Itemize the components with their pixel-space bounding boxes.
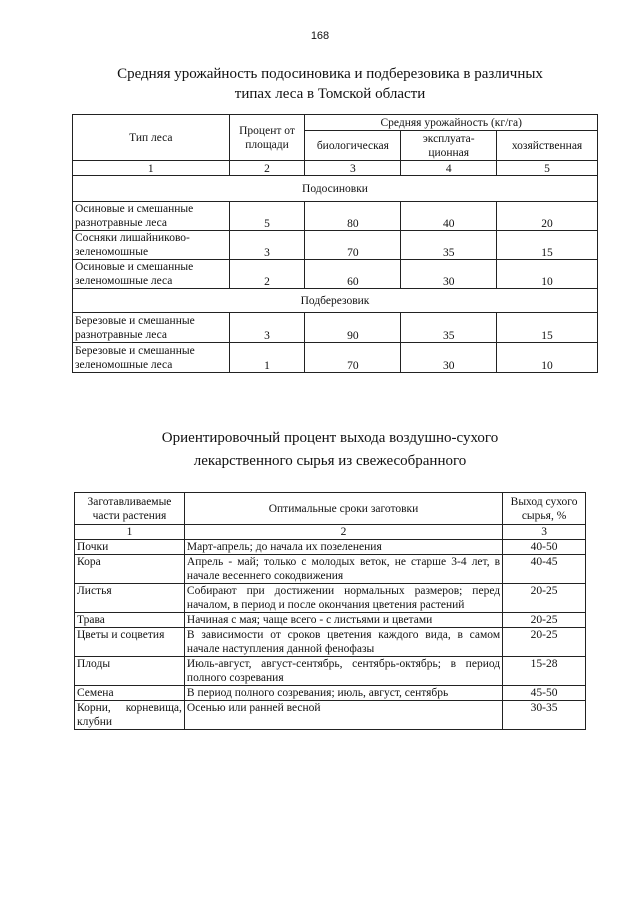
part-cell: Семена (75, 686, 185, 701)
table-row (75, 686, 586, 701)
term-cell: В период полного созревания; июль, август, сентябрь (184, 686, 502, 701)
forest-type-cell: Осиновые и смешанные разнотравные леса (73, 202, 230, 231)
header-area-percent: Процент от площади (229, 115, 305, 161)
eco-cell: 15 (497, 313, 598, 343)
table-row (73, 313, 598, 343)
header-terms: Оптимальные сроки заготовки (184, 493, 502, 525)
table-row (75, 613, 586, 628)
table2-title-line1: Ориентировочный процент выхода воздушно-сухого (161, 430, 499, 446)
table1-title-line1: Средняя урожайность подосиновика и подберезовика в различных (117, 66, 543, 82)
percent-cell: 3 (229, 231, 305, 260)
exp-cell: 35 (401, 313, 497, 343)
output-cell: 40-50 (503, 540, 586, 555)
raw-material-table (74, 492, 586, 730)
percent-cell: 3 (229, 313, 305, 343)
eco-cell: 10 (497, 343, 598, 373)
col-number: 5 (497, 161, 598, 176)
table-row (75, 657, 586, 686)
bio-cell: 60 (305, 260, 401, 289)
output-cell: 40-45 (503, 555, 586, 584)
output-cell: 45-50 (503, 686, 586, 701)
output-cell: 20-25 (503, 613, 586, 628)
eco-cell: 15 (497, 231, 598, 260)
term-cell: Март-апрель; до начала их позеленения (184, 540, 502, 555)
page-number: 168 (310, 30, 330, 42)
term-cell: Июль-август, август-сентябрь, сентябрь-октябрь; в период полного созревания (184, 657, 502, 686)
header-forest-type: Тип леса (73, 115, 230, 161)
part-cell: Кора (75, 555, 185, 584)
term-cell: В зависимости от сроков цветения каждого вида, в самом начале наступления данной фенофазы (184, 628, 502, 657)
part-cell: Цветы и соцветия (75, 628, 185, 657)
yield-table (72, 114, 598, 373)
col-number: 4 (401, 161, 497, 176)
table1-title (60, 64, 600, 104)
table-row (73, 343, 598, 373)
exp-cell: 40 (401, 202, 497, 231)
eco-cell: 20 (497, 202, 598, 231)
header-avg-yield: Средняя урожайность (кг/га) (305, 115, 598, 131)
col-number: 2 (229, 161, 305, 176)
table-row (75, 555, 586, 584)
term-cell: Начиная с мая; чаще всего - с листьями и цветами (184, 613, 502, 628)
table-row (73, 202, 598, 231)
output-cell: 15-28 (503, 657, 586, 686)
bio-cell: 90 (305, 313, 401, 343)
table-row (75, 540, 586, 555)
percent-cell: 5 (229, 202, 305, 231)
header-exploitational: эксплуата-ционная (401, 131, 497, 161)
forest-type-cell: Березовые и смешанные зеленомошные леса (73, 343, 230, 373)
col-number: 1 (73, 161, 230, 176)
bio-cell: 80 (305, 202, 401, 231)
table1-title-line2: типах леса в Томской области (234, 86, 426, 102)
table-row (75, 584, 586, 613)
part-cell: Трава (75, 613, 185, 628)
header-economic: хозяйственная (497, 131, 598, 161)
term-cell: Осенью или ранней весной (184, 701, 502, 730)
column-number-row (73, 161, 598, 176)
table2-title-line2: лекарственного сырья из свежесобранного (193, 453, 467, 469)
forest-type-cell: Осиновые и смешанные зеленомошные леса (73, 260, 230, 289)
column-number-row (75, 525, 586, 540)
forest-type-cell: Сосняки лишайниково-зеленомошные (73, 231, 230, 260)
exp-cell: 30 (401, 343, 497, 373)
exp-cell: 30 (401, 260, 497, 289)
section-header: Подосиновки (73, 176, 598, 202)
exp-cell: 35 (401, 231, 497, 260)
header-biological: биологическая (305, 131, 401, 161)
bio-cell: 70 (305, 343, 401, 373)
col-number: 3 (503, 525, 586, 540)
table-row (75, 701, 586, 730)
table-row (75, 628, 586, 657)
part-cell: Корни, корневища, клубни (75, 701, 185, 730)
percent-cell: 2 (229, 260, 305, 289)
term-cell: Собирают при достижении нормальных размеров; перед началом, в период и после окончания цветения растений (184, 584, 502, 613)
table2-title (60, 427, 600, 473)
bio-cell: 70 (305, 231, 401, 260)
table-row (73, 260, 598, 289)
output-cell: 30-35 (503, 701, 586, 730)
part-cell: Плоды (75, 657, 185, 686)
col-number: 3 (305, 161, 401, 176)
header-output: Выход сухого сырья, % (503, 493, 586, 525)
output-cell: 20-25 (503, 628, 586, 657)
col-number: 1 (75, 525, 185, 540)
col-number: 2 (184, 525, 502, 540)
section-header: Подберезовик (73, 289, 598, 313)
percent-cell: 1 (229, 343, 305, 373)
forest-type-cell: Березовые и смешанные разнотравные леса (73, 313, 230, 343)
part-cell: Почки (75, 540, 185, 555)
table-row (73, 231, 598, 260)
header-parts: Заготавливаемые части растения (75, 493, 185, 525)
part-cell: Листья (75, 584, 185, 613)
eco-cell: 10 (497, 260, 598, 289)
term-cell: Апрель - май; только с молодых веток, не старше 3-4 лет, в начале весеннего сокодвижения (184, 555, 502, 584)
output-cell: 20-25 (503, 584, 586, 613)
